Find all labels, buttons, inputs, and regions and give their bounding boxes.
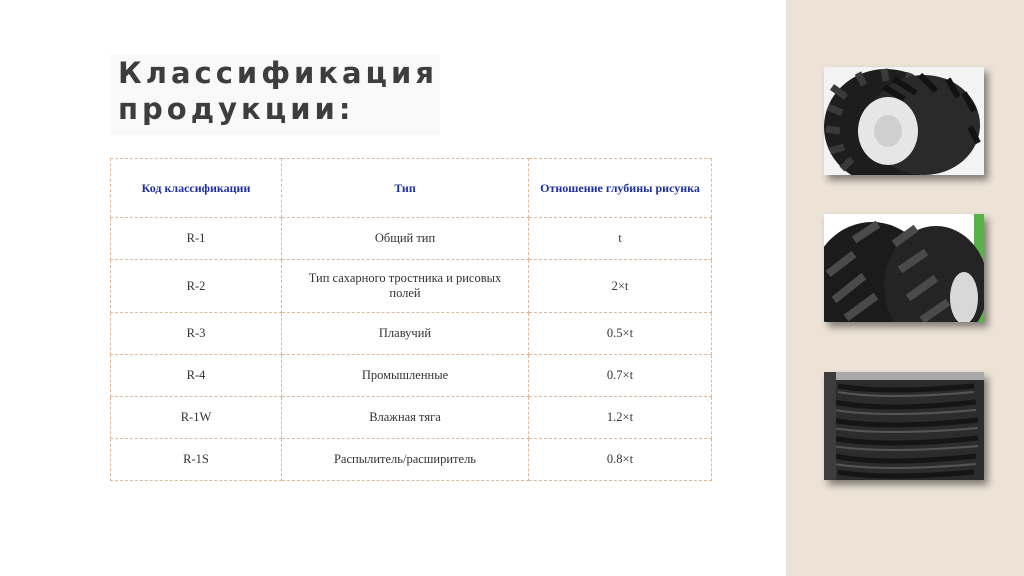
cell-ratio: 0.7×t [529, 355, 712, 397]
cell-code: R-1W [111, 397, 282, 439]
header-ratio: Отношение глубины рисунка [529, 159, 712, 218]
flotation-tire-tread-image [824, 372, 984, 480]
cell-code: R-1S [111, 439, 282, 481]
cell-type: Тип сахарного тростника и рисовых полей [282, 260, 529, 313]
table-row [111, 355, 712, 397]
cell-code: R-4 [111, 355, 282, 397]
table-row [111, 313, 712, 355]
cell-type: Промышленные [282, 355, 529, 397]
classification-table [110, 158, 712, 481]
cell-type: Распылитель/расширитель [282, 439, 529, 481]
page-title [110, 55, 440, 135]
cell-ratio: 0.8×t [529, 439, 712, 481]
table-header-row [111, 159, 712, 218]
table-row [111, 260, 712, 313]
title-line-2: продукции: [118, 92, 355, 126]
tractor-tires-pair-image [824, 214, 984, 322]
cell-ratio: 2×t [529, 260, 712, 313]
tractor-tire-white-rim-image [824, 67, 984, 175]
cell-ratio: t [529, 218, 712, 260]
cell-ratio: 1.2×t [529, 397, 712, 439]
cell-code: R-3 [111, 313, 282, 355]
cell-type: Влажная тяга [282, 397, 529, 439]
cell-code: R-1 [111, 218, 282, 260]
table-row [111, 397, 712, 439]
cell-ratio: 0.5×t [529, 313, 712, 355]
title-line-1: Классификация [118, 56, 438, 90]
table-row [111, 439, 712, 481]
table-row [111, 218, 712, 260]
cell-code: R-2 [111, 260, 282, 313]
cell-type: Общий тип [282, 218, 529, 260]
header-code: Код классификации [111, 159, 282, 218]
cell-type: Плавучий [282, 313, 529, 355]
header-type: Тип [282, 159, 529, 218]
